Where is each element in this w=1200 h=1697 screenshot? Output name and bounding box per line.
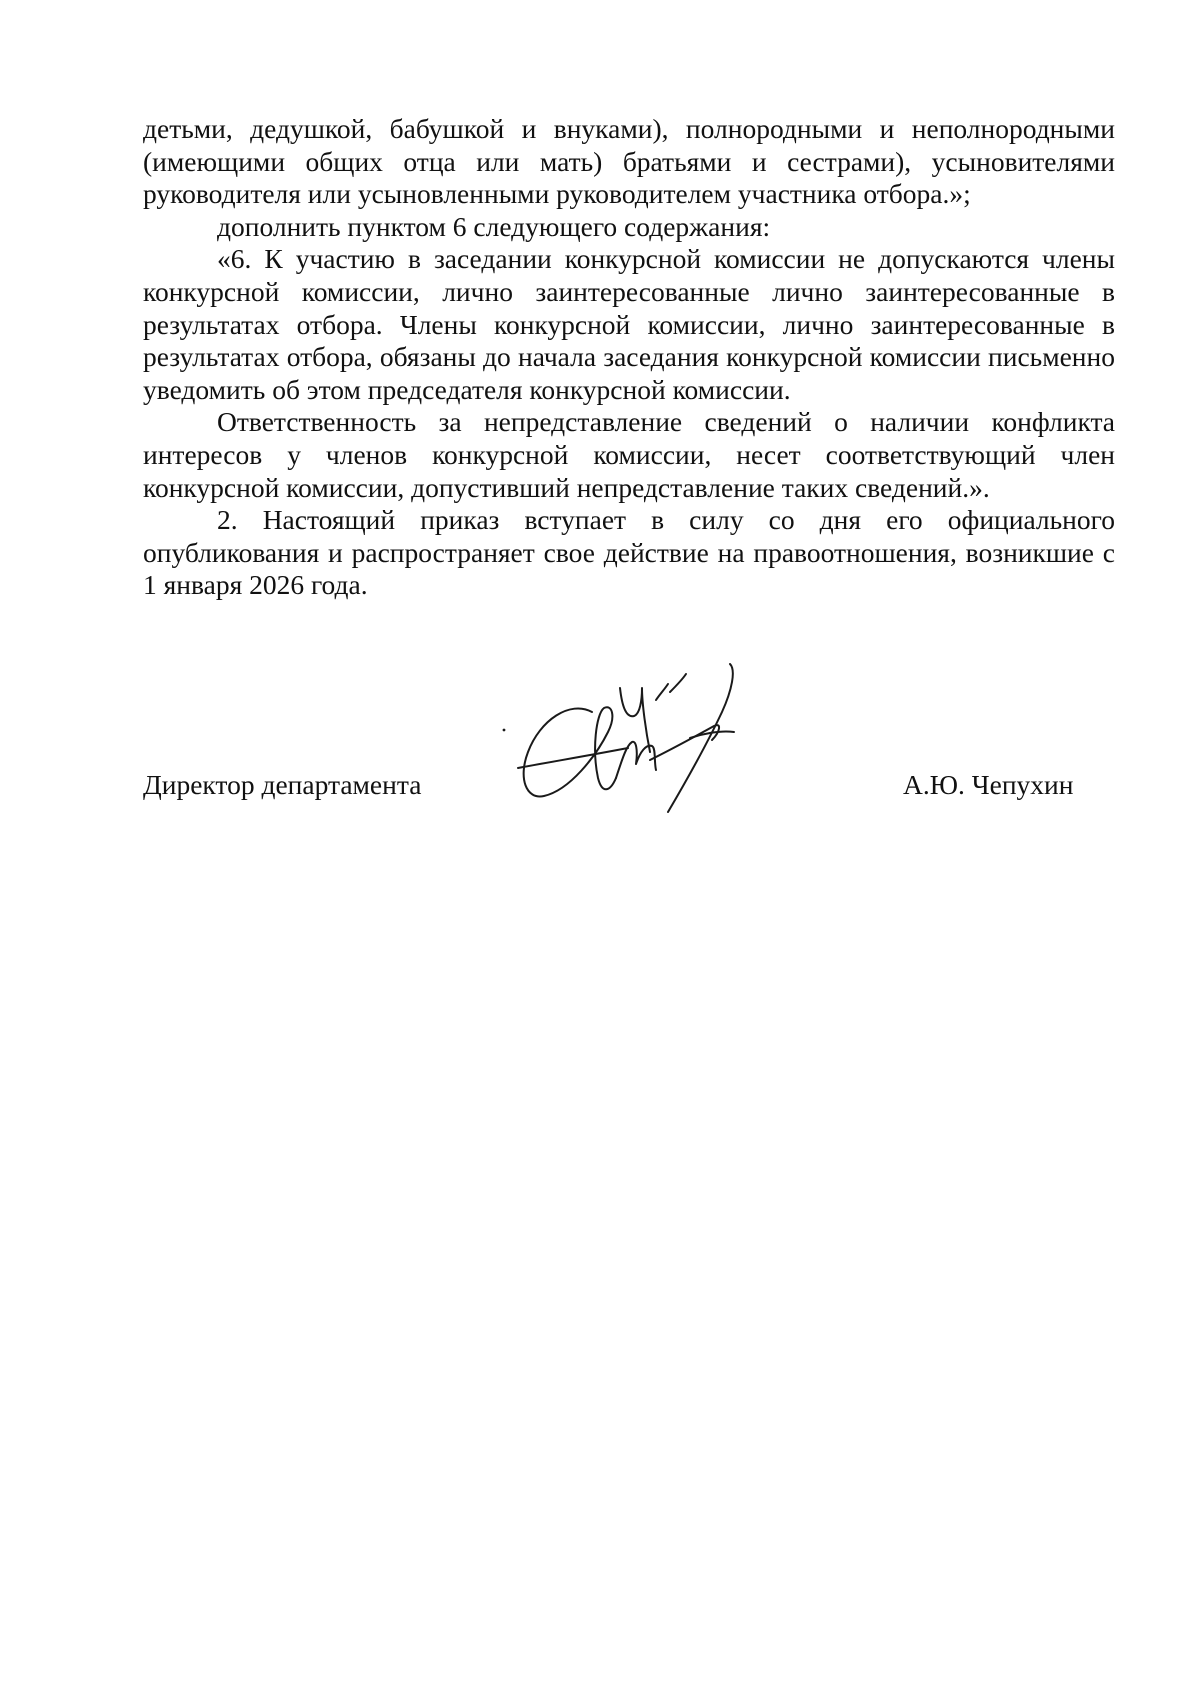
paragraph-amendment-intro: дополнить пунктом 6 следующего содержания:	[217, 210, 771, 242]
paragraph-effective-date: 2. Настоящий приказ вступает в силу со дня его официального опубликования и распространяет свое действие на правоотношения, возникшие с 1 января 2026 года.	[143, 504, 1115, 601]
signer-name: А.Ю. Чепухин	[903, 769, 1074, 800]
signer-title: Директор департамента	[143, 769, 422, 800]
signature-block	[143, 768, 1103, 808]
paragraph-clause-6: «6. К участию в заседании конкурсной комиссии не допускаются члены конкурсной комиссии, лично заинтересованные лично заинтересованные в результатах отбора. Члены конкурсной комиссии, лично заинтересованные в результатах отбора, обязаны до начала заседания конкурсной комиссии письменно уведомить об этом председателя конкурсной комиссии.	[143, 243, 1115, 405]
paragraph-continuation: детьми, дедушкой, бабушкой и внуками), полнородными и неполнородными (имеющими общих отца или мать) братьями и сестрами), усыновителями руководителя или усыновленными руководителем участника отбора.»;	[143, 113, 1115, 210]
document-body	[143, 113, 1115, 602]
paragraph-responsibility: Ответственность за непредставление сведений о наличии конфликта интересов у членов конкурсной комиссии, несет соответствующий член конкурсной комиссии, допустивший непредставление таких сведений.».	[143, 406, 1115, 503]
